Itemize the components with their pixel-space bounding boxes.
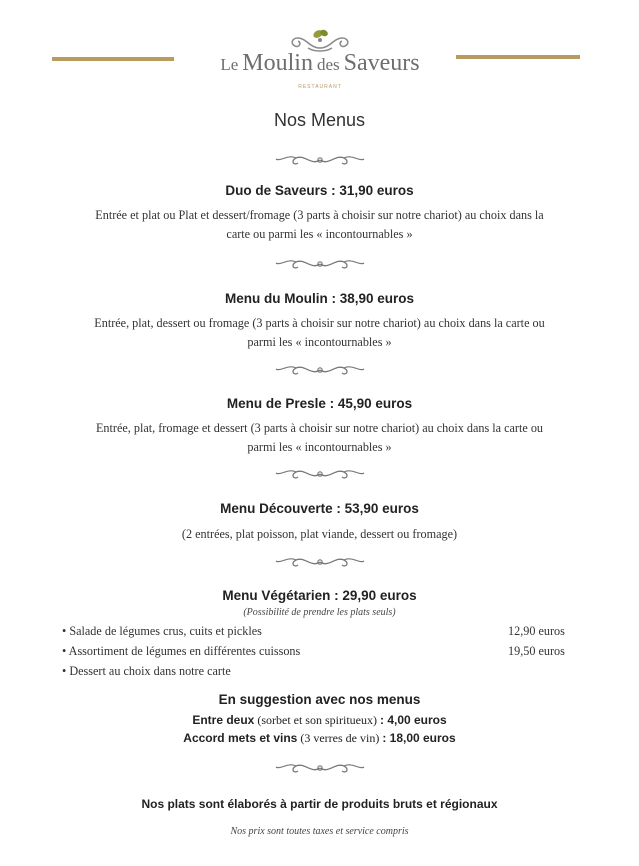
- ornament-icon: [270, 464, 370, 482]
- suggestion-entre-deux-label: Entre deux: [192, 713, 255, 727]
- ornament-icon: [270, 360, 370, 378]
- logo-wordmark: [200, 50, 440, 77]
- suggestion-title: En suggestion avec nos menus: [218, 692, 421, 707]
- restaurant-logo: [200, 22, 440, 92]
- veg-item-2-label: Assortiment de légumes en différentes cuissons: [68, 644, 301, 658]
- header-gold-bar-left: [52, 57, 174, 61]
- suggestion-accord-price: : 18,00 euros: [382, 731, 456, 745]
- menu-desc-presle-line2: parmi les « incontournables »: [247, 440, 392, 454]
- ornament-icon: [270, 552, 370, 570]
- logo-tagline: RESTAURANT: [298, 84, 342, 90]
- menu-desc-duo-line2: carte ou parmi les « incontournables »: [226, 227, 413, 241]
- suggestion-entre-deux-price: : 4,00 euros: [379, 713, 447, 727]
- footer-taxes-note: Nos prix sont toutes taxes et service compris: [230, 826, 409, 837]
- logo-word-le: Le: [220, 55, 239, 74]
- menu-title-presle: Menu de Presle : 45,90 euros: [226, 396, 413, 411]
- ornament-icon: [270, 150, 370, 168]
- suggestion-entre-deux-desc: (sorbet et son spiritueux): [254, 713, 380, 727]
- menu-desc-moulin-line1: Entrée, plat, dessert ou fromage (3 parts à choisir sur notre chariot) au choix dans la carte ou: [94, 316, 545, 330]
- footer-statement-text: Nos plats sont élaborés à partir de produits bruts et régionaux: [141, 797, 498, 811]
- menu-note-vegetarien: (Possibilité de prendre les plats seuls): [243, 607, 396, 618]
- veg-item-1-label: Salade de légumes crus, cuits et pickles: [69, 624, 262, 638]
- menu-title-decouverte: Menu Découverte : 53,90 euros: [220, 501, 419, 516]
- menu-desc-presle-line1: Entrée, plat, fromage et dessert (3 parts à choisir sur notre chariot) au choix dans la carte ou: [95, 421, 544, 435]
- menu-desc-duo-line1: Entrée et plat ou Plat et dessert/fromage (3 parts à choisir sur notre chariot) au choix dans la: [95, 208, 544, 222]
- logo-word-moulin: Moulin: [242, 50, 313, 76]
- suggestion-accord-label: Accord mets et vins: [183, 731, 298, 745]
- veg-item-2: • Assortiment de légumes en différentes cuissons: [62, 644, 301, 658]
- menu-title-vegetarien: Menu Végétarien : 29,90 euros: [222, 588, 417, 603]
- ornament-icon: [270, 758, 370, 776]
- veg-item-3-label: Dessert au choix dans notre carte: [69, 664, 231, 678]
- ornament-icon: [270, 254, 370, 272]
- header-gold-bar-right: [456, 55, 580, 59]
- veg-item-3: • Dessert au choix dans notre carte: [62, 664, 231, 678]
- menu-title-duo: Duo de Saveurs : 31,90 euros: [225, 183, 414, 198]
- logo-word-des: des: [316, 55, 340, 74]
- footer-statement: [0, 797, 639, 811]
- veg-item-1-price: 12,90 euros: [508, 624, 565, 638]
- suggestion-accord-desc: (3 verres de vin): [297, 731, 383, 745]
- logo-word-saveurs: Saveurs: [343, 50, 420, 76]
- suggestion-accord: [0, 731, 639, 746]
- menu-title-moulin: Menu du Moulin : 38,90 euros: [224, 291, 415, 306]
- veg-item-2-price: 19,50 euros: [508, 644, 565, 658]
- menu-desc-moulin-line2: parmi les « incontournables »: [247, 335, 392, 349]
- veg-item-1: • Salade de légumes crus, cuits et pickles: [62, 624, 262, 638]
- page-title: Nos Menus: [273, 110, 366, 130]
- suggestion-entre-deux: [0, 713, 639, 728]
- menu-desc-decouverte: (2 entrées, plat poisson, plat viande, dessert ou fromage): [181, 527, 458, 541]
